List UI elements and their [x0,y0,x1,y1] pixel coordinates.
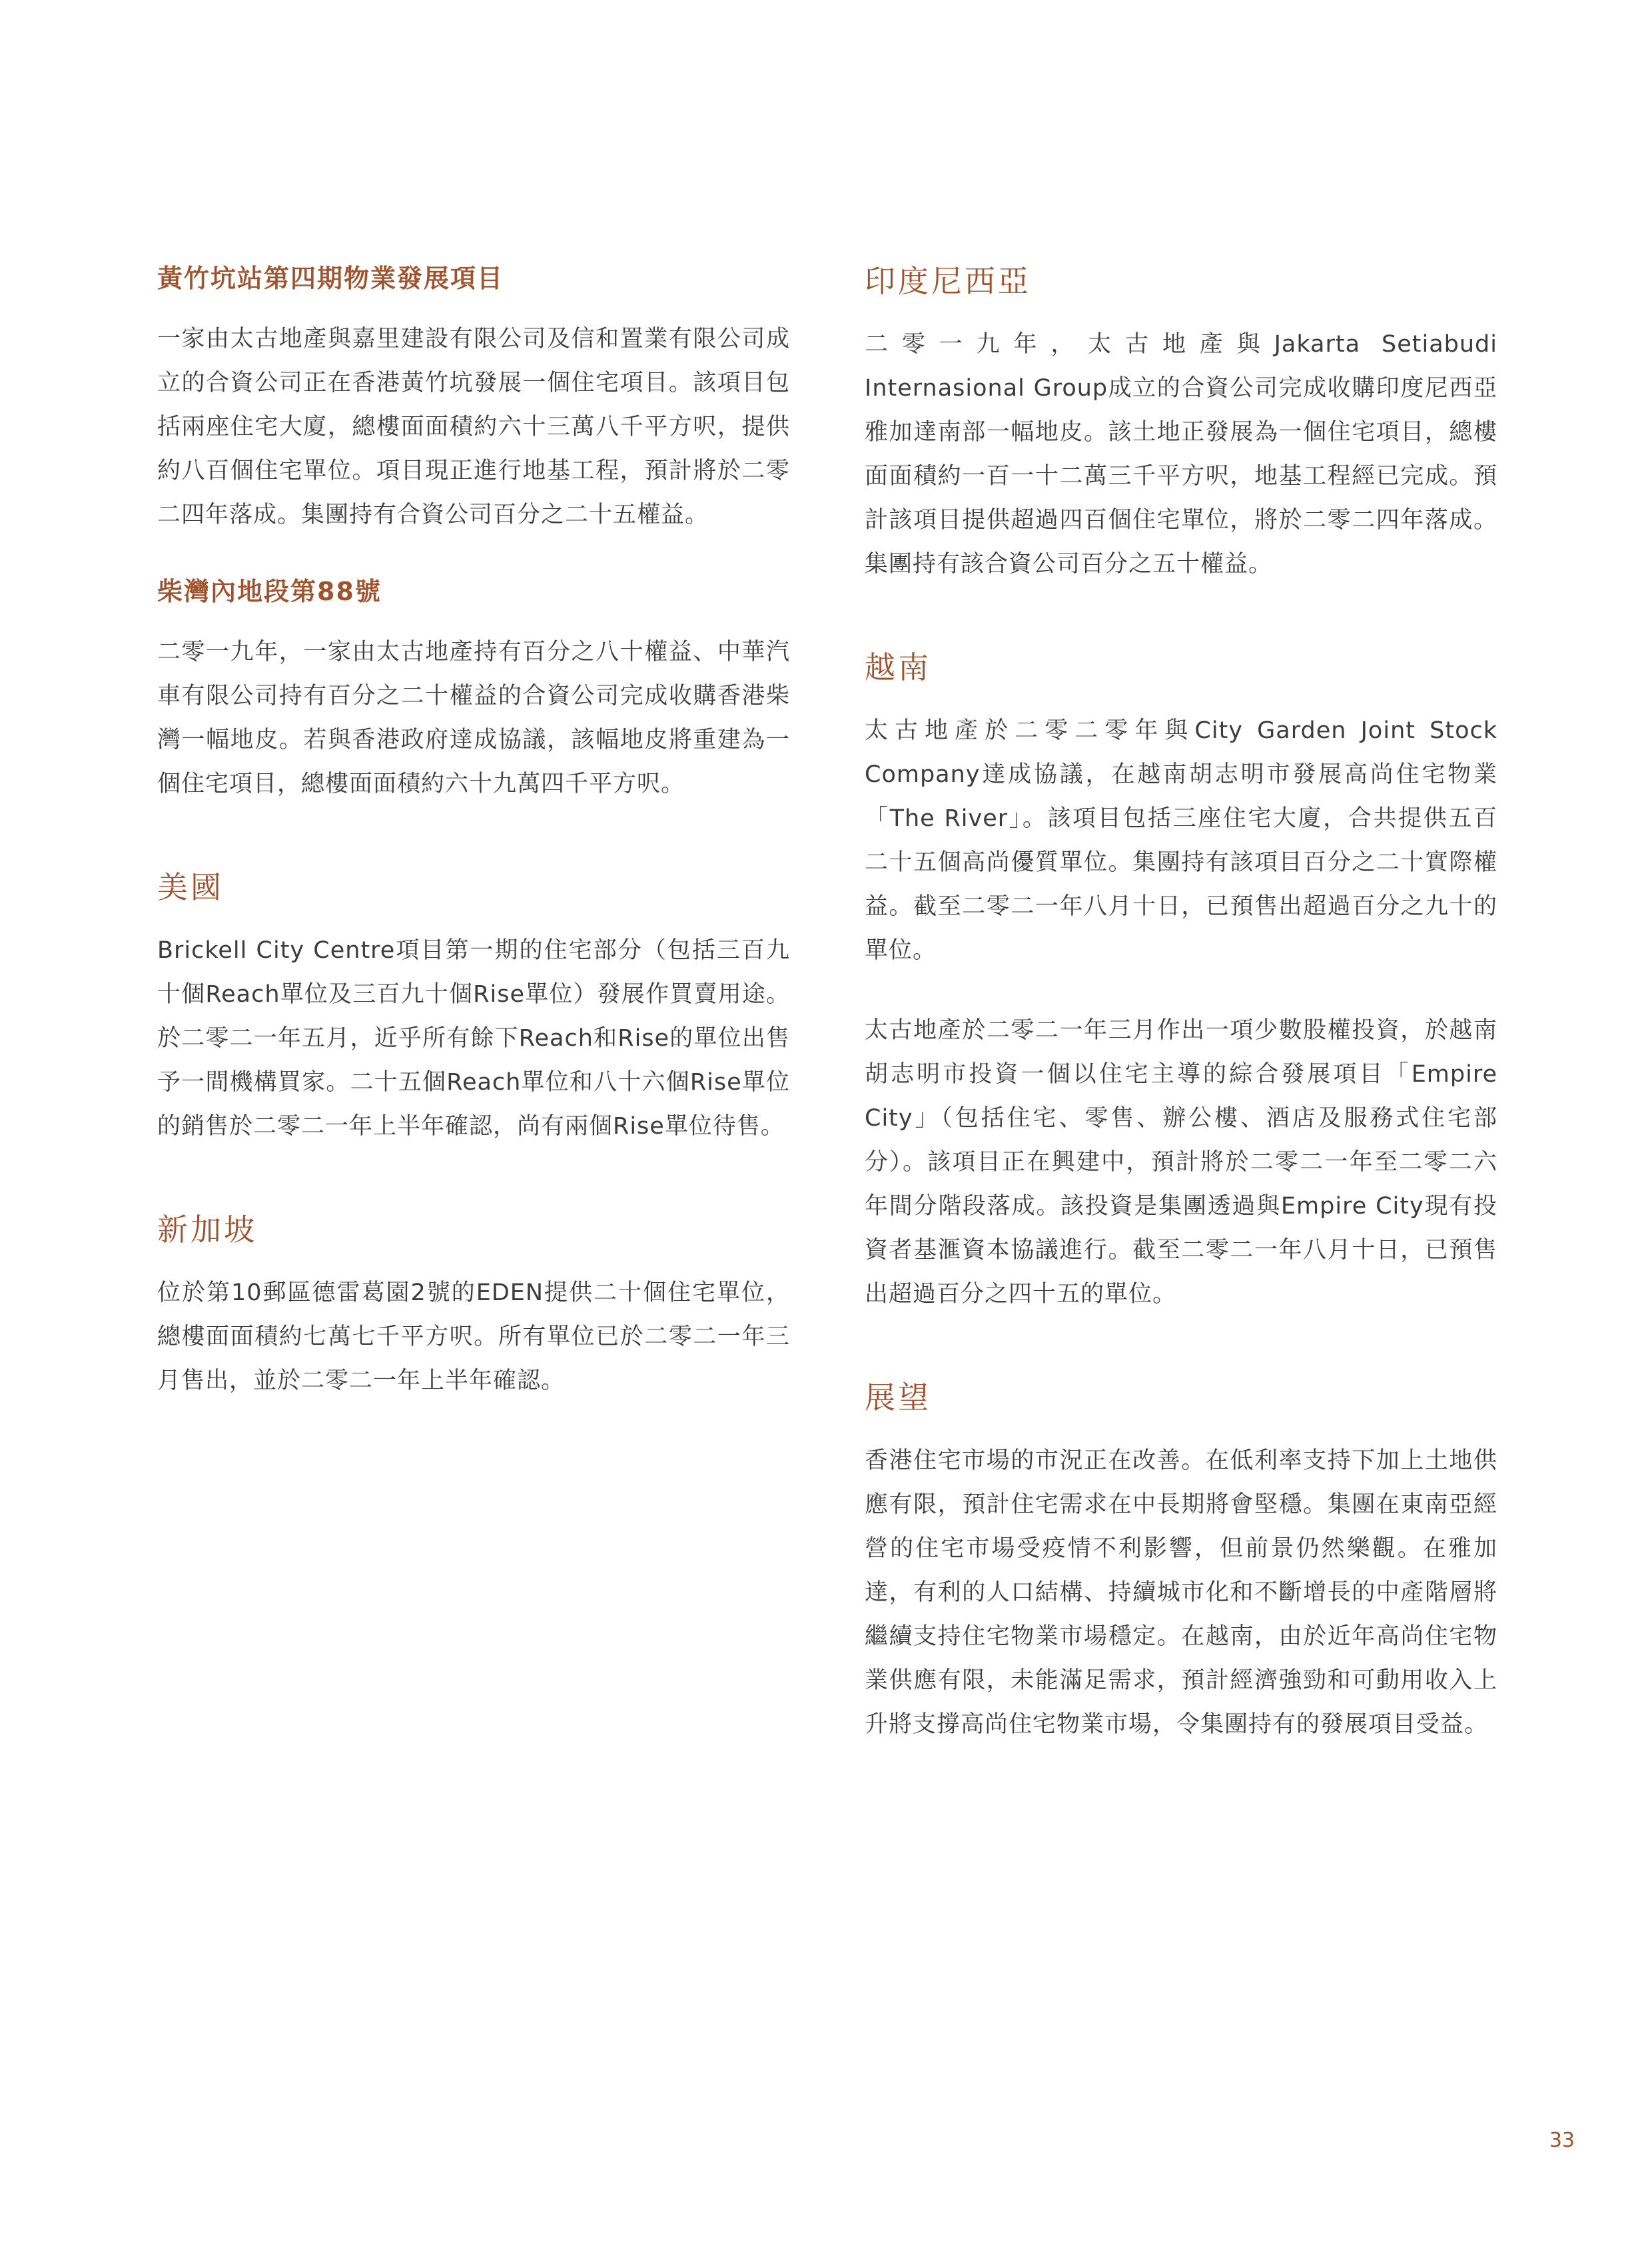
section-body: 一家由太古地產與嘉里建設有限公司及信和置業有限公司成立的合資公司正在香港黃竹坑發展一個住宅項目。該項目包括兩座住宅大廈，總樓面面積約六十三萬八千平方呎，提供約八百個住宅單位。項目現正進行地基工程，預計將於二零二四年落成。集團持有合資公司百分之二十五權益。 [157,326,790,528]
section-usa [157,866,790,1148]
section-body: Brickell City Centre項目第一期的住宅部分（包括三百九十個Reach單位及三百九十個Rise單位）發展作買賣用途。於二零二一年五月，近乎所有餘下Reach和Rise的單位出售予一間機構買家。二十五個Reach單位和八十六個Rise單位的銷售於二零二一年上半年確認，尚有兩個Rise單位待售。 [157,937,790,1140]
right-column [865,260,1497,1746]
section-body: 位於第10郵區德雷葛園2號的EDEN提供二十個住宅單位，總樓面面積約七萬七千平方呎。所有單位已於二零二一年三月售出，並於二零二一年上半年確認。 [157,1280,790,1394]
region-title: 印度尼西亞 [865,263,1031,299]
section-vietnam [865,646,1497,1316]
section-body: 太古地產於二零二零年與City Garden Joint Stock Company達成協議，在越南胡志明市發展高尚住宅物業「The River」。該項目包括三座住宅大廈，合共提供五百二十五個高尚優質單位。集團持有該項目百分之二十實際權益。截至二零二一年八月十日，已預售出超過百分之九十的單位。 [865,717,1497,964]
region-title: 展望 [865,1379,931,1415]
section-body: 二零一九年，一家由太古地產持有百分之八十權益、中華汽車有限公司持有百分之二十權益的合資公司完成收購香港柴灣一幅地皮。若與香港政府達成協議，該幅地皮將重建為一個住宅項目，總樓面面積約六十九萬四千平方呎。 [157,639,790,797]
section-body: 太古地產於二零二一年三月作出一項少數股權投資，於越南胡志明市投資一個以住宅主導的綜合發展項目「Empire City」（包括住宅、零售、辦公樓、酒店及服務式住宅部分）。該項目正在興建中，預計將於二零二一年至二零二六年間分階段落成。該投資是集團透過與Empire City現有投資者基滙資本協議進行。截至二零二一年八月十日，已預售出超過百分之四十五的單位。 [865,1017,1497,1308]
section-title: 黃竹坑站第四期物業發展項目 [157,264,504,293]
region-title: 新加坡 [157,1212,257,1248]
section-wong-chuk-hang [157,260,790,537]
page-number: 33 [1549,2129,1575,2152]
section-body: 二零一九年，太古地產與Jakarta Setiabudi Internasional Group成立的合資公司完成收購印度尼西亞雅加達南部一幅地皮。該土地正發展為一個住宅項目，總樓面面積約一百一十二萬三千平方呎，地基工程經已完成。預計該項目提供超過四百個住宅單位，將於二零二四年落成。集團持有該合資公司百分之五十權益。 [865,331,1497,577]
section-outlook [865,1376,1497,1746]
region-title: 美國 [157,869,224,905]
section-title: 柴灣內地段第88號 [157,577,382,606]
section-indonesia [865,260,1497,586]
section-chai-wan [157,573,790,806]
section-singapore [157,1208,790,1403]
left-column [157,260,790,1403]
region-title: 越南 [865,649,931,685]
section-body: 香港住宅市場的市況正在改善。在低利率支持下加上土地供應有限，預計住宅需求在中長期將會堅穩。集團在東南亞經營的住宅市場受疫情不利影響，但前景仍然樂觀。在雅加達，有利的人口結構、持續城市化和不斷增長的中產階層將繼續支持住宅物業市場穩定。在越南，由於近年高尚住宅物業供應有限，未能滿足需求，預計經濟強勁和可動用收入上升將支撐高尚住宅物業市場，令集團持有的發展項目受益。 [865,1447,1497,1738]
